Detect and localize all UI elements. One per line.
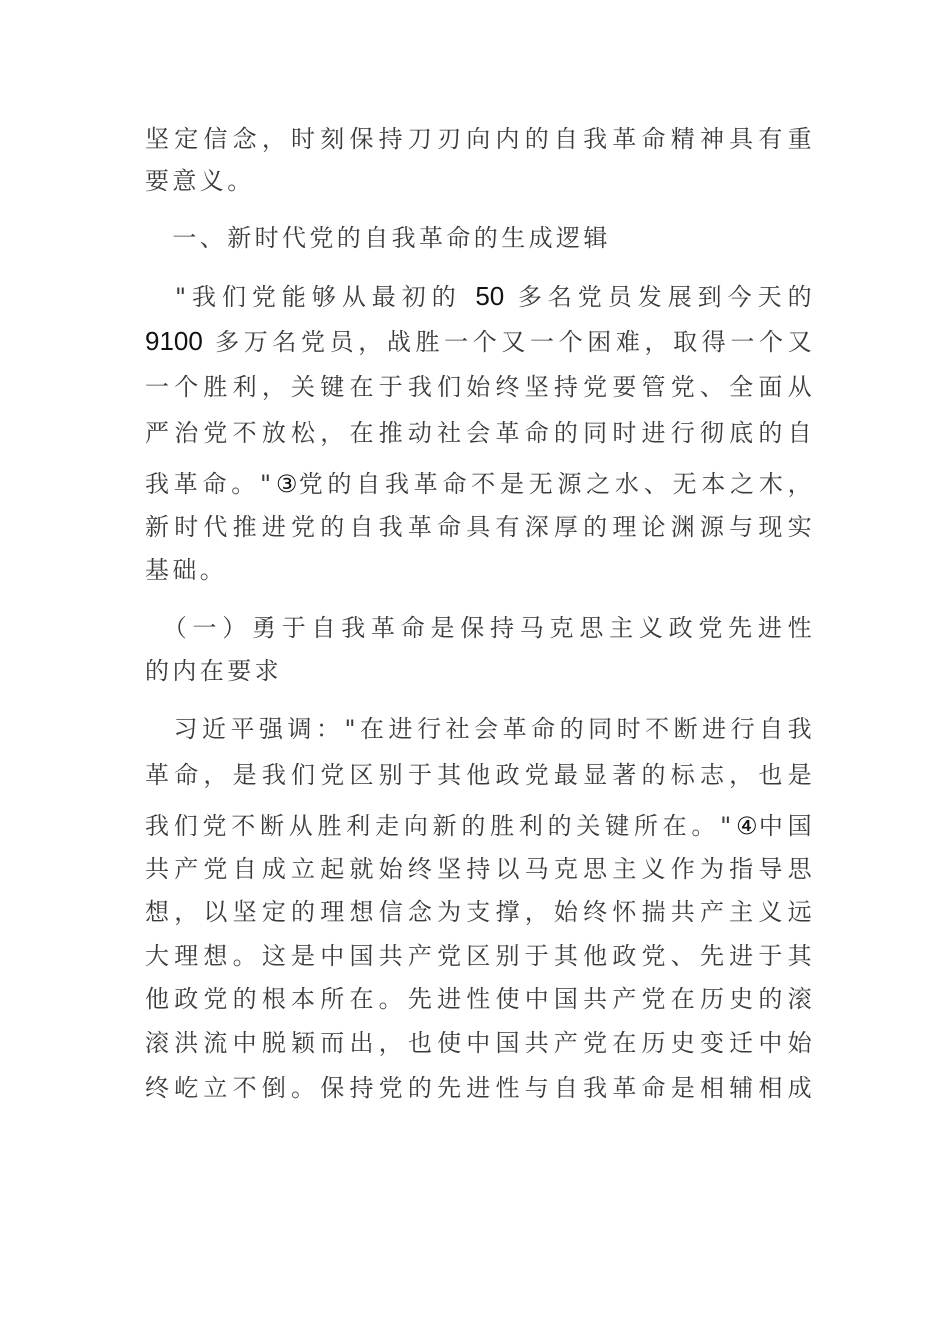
paragraph-line [145,468,815,500]
text-segment: 我们党不断从胜利走向新的胜利的关键所在。" [145,812,735,840]
paragraph-line: 基础。 [145,556,228,584]
paragraph-line: 革命，是我们党区别于其他政党最显著的标志，也是 [145,761,815,789]
subsection-heading: 的内在要求 [145,657,282,685]
section-heading: 一、新时代党的自我革命的生成逻辑 [145,224,611,252]
paragraph-line: 共产党自成立起就始终坚持以马克思主义作为指导思 [145,855,815,883]
paragraph-line: 习近平强调："在进行社会革命的同时不断进行自我 [145,715,815,743]
paragraph-line: 滚洪流中脱颖而出，也使中国共产党在历史变迁中始 [145,1029,815,1057]
paragraph-line: 严治党不放松，在推动社会革命的同时进行彻底的自 [145,419,815,447]
paragraph-line: 他政党的根本所在。先进性使中国共产党在历史的滚 [145,985,815,1013]
number-50: 50 [475,281,505,311]
paragraph-line: 大理想。这是中国共产党区别于其他政党、先进于其 [145,942,815,970]
text-segment: 中国 [758,812,816,840]
paragraph-line: 一个胜利，关键在于我们始终坚持党要管党、全面从 [145,373,815,401]
text-segment: 多名党员发展到今天的 [504,283,815,311]
footnote-marker-3: ③ [274,470,299,498]
text-segment: 我革命。" [145,470,275,498]
number-9100: 9100 [145,326,203,356]
text-segment: 多万名党员，战胜一个又一个困难，取得一个又 [202,328,815,356]
paragraph-line: 终屹立不倒。保持党的先进性与自我革命是相辅相成 [145,1074,815,1102]
text-segment: 党的自我革命不是无源之水、无本之木， [298,470,816,498]
paragraph-line: 新时代推进党的自我革命具有深厚的理论渊源与现实 [145,513,815,541]
subsection-heading: （一）勇于自我革命是保持马克思主义政党先进性 [145,614,815,642]
paragraph-line [145,810,815,842]
paragraph-line: 想，以坚定的理想信念为支撑，始终怀揣共产主义远 [145,898,815,926]
paragraph-line [145,280,815,312]
paragraph-line: 要意义。 [145,167,255,195]
paragraph-line [145,325,815,357]
footnote-marker-4: ④ [734,812,759,840]
paragraph-line: 坚定信念，时刻保持刀刃向内的自我革命精神具有重 [145,125,815,153]
text-segment: "我们党能够从最初的 [145,283,476,311]
